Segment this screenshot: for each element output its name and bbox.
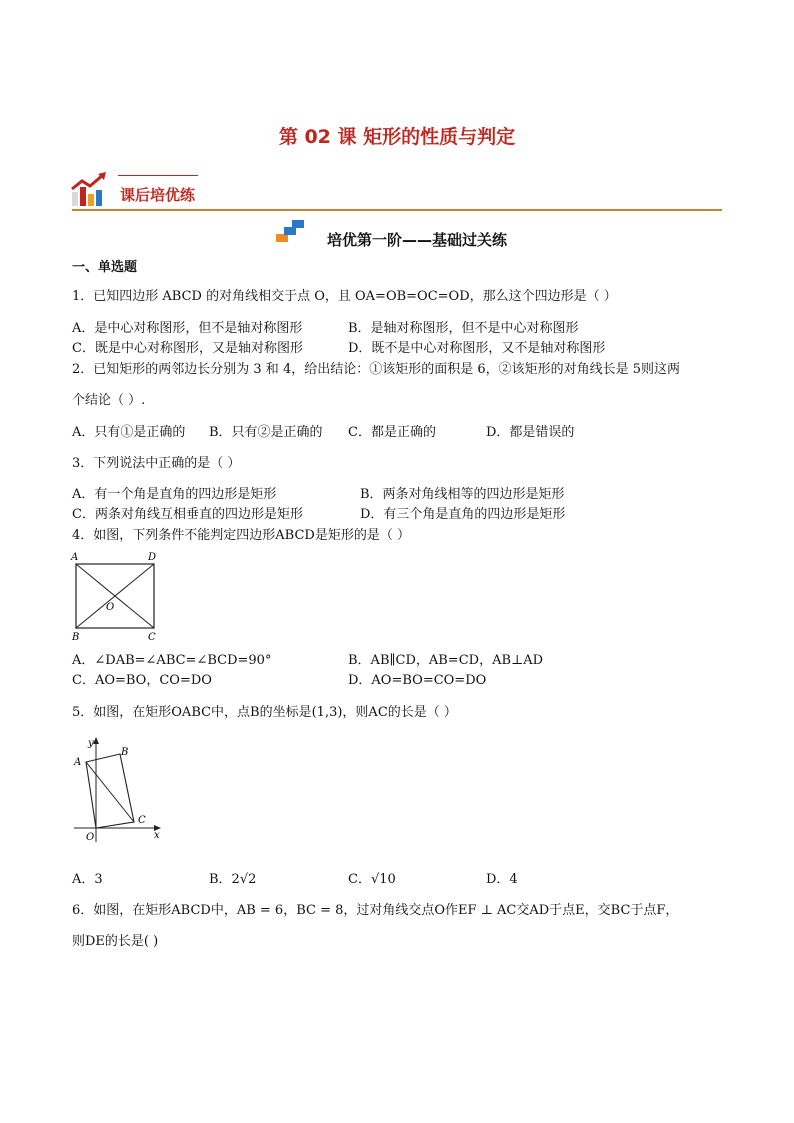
label-a: A [74,757,82,768]
q1-option-c: C．既是中心对称图形，又是轴对称图形 [72,341,303,356]
q5-option-d: D．4 [486,872,518,887]
q6-stem-line1: 6．如图，在矩形ABCD中，AB = 6，BC = 8，过对角线交点O作EF ⊥ AC交AD于点E，交BC于点F， [72,903,679,918]
q2-option-c: C．都是正确的 [348,425,436,440]
q6-stem-line2: 则DE的长是( ) [72,934,159,949]
label-b: B [121,747,129,758]
section-underline [118,175,198,176]
q3-option-c: C．两条对角线互相垂直的四边形是矩形 [72,507,303,522]
lesson-title: 第 02 课 矩形的性质与判定 [278,126,516,148]
part-heading: 一、单选题 [72,260,138,275]
q1-option-b: B．是轴对称图形，但不是中心对称图形 [348,321,579,336]
growth-chart-icon [70,172,110,208]
q4-option-c: C．AO=BO，CO=DO [72,673,212,688]
q4-stem: 4．如图，下列条件不能判定四边形ABCD是矩形的是（ ） [72,528,410,543]
section-divider [72,209,722,211]
q1-stem: 1．已知四边形 ABCD 的对角线相交于点 O，且 OA=OB=OC=OD，那么这个四边形是（ ） [72,289,617,304]
q5-coordinate-figure [66,734,170,850]
label-d: D [148,552,157,563]
q2-stem-line2: 个结论（ ）. [72,393,146,408]
stage-title [0,229,794,250]
q1-option-d: D．既不是中心对称图形，又不是轴对称图形 [348,341,606,356]
q2-option-a: A．只有①是正确的 [72,425,186,440]
label-a: A [71,552,79,563]
q5-option-b: B．2√2 [209,872,257,887]
label-c: C [148,632,156,643]
label-o: O [86,832,95,843]
stage-title-text: 培优第一阶——基础过关练 [326,231,507,249]
q4-option-d: D．AO=BO=CO=DO [348,673,487,688]
rect-oabc [86,754,134,828]
q4-option-b: B．AB∥CD，AB=CD，AB⊥AD [348,653,544,668]
q1-option-a: A．是中心对称图形，但不是轴对称图形 [72,321,303,336]
q2-option-d: D．都是错误的 [486,425,575,440]
q5-option-c: C．√10 [348,872,396,887]
q4-rectangle-figure [68,550,168,646]
q3-option-a: A．有一个角是直角的四边形是矩形 [72,487,277,502]
q2-stem-line1: 2．已知矩形的两邻边长分别为 3 和 4，给出结论：①该矩形的面积是 6，②该矩形的对角线长是 5则这两 [72,362,681,377]
label-y: y [88,738,94,749]
q4-option-a: A．∠DAB=∠ABC=∠BCD=90° [72,653,272,668]
label-b: B [72,632,80,643]
label-x: x [154,830,160,841]
q5-stem: 5．如图，在矩形OABC中，点B的坐标是(1,3)，则AC的长是（ ） [72,705,457,720]
label-c: C [138,815,146,826]
label-o: O [106,602,115,613]
q3-option-d: D．有三个角是直角的四边形是矩形 [360,507,566,522]
q3-option-b: B．两条对角线相等的四边形是矩形 [360,487,565,502]
q3-stem: 3．下列说法中正确的是（ ） [72,456,241,471]
y-axis-arrow [93,737,99,744]
q2-option-b: B．只有②是正确的 [209,425,323,440]
q5-option-a: A．3 [72,872,103,887]
section-label: 课后培优练 [120,186,196,204]
